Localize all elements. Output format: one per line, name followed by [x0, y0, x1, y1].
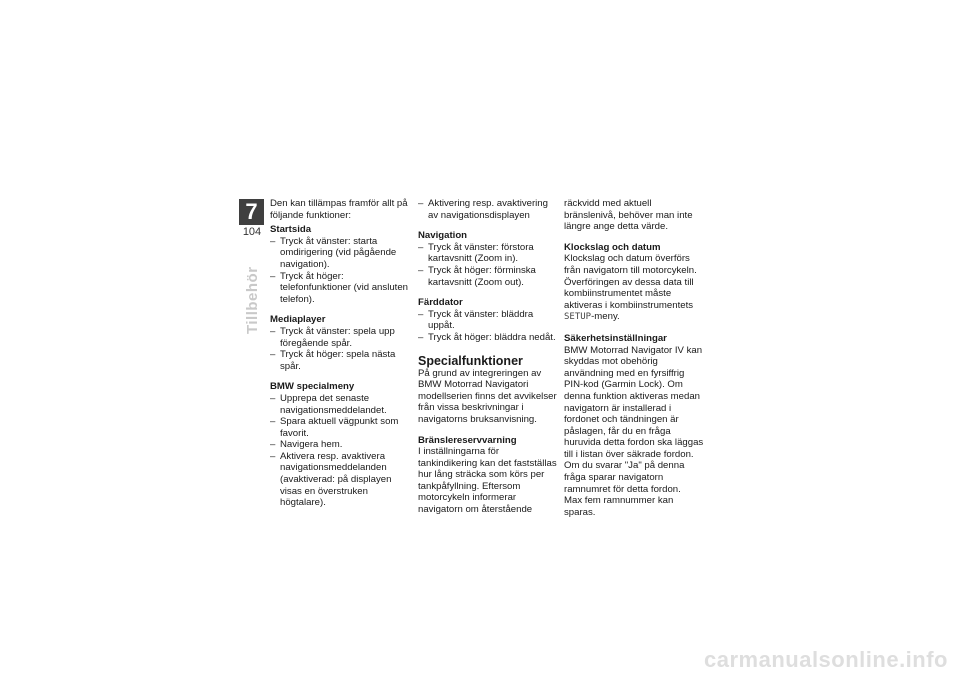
watermark: carmanualsonline.info [704, 647, 948, 672]
list-item: – Tryck åt höger: spela nästa spår. [270, 349, 410, 372]
chapter-number: 7 [239, 199, 264, 225]
section-title: Tillbehör [244, 266, 261, 334]
list-item: – Aktivering resp. avaktivering av navigationsdisplayen [418, 198, 558, 221]
list-item: – Tryck åt vänster: spela upp föregående spår. [270, 326, 410, 349]
heading-sakerhet: Säkerhetsinställningar [564, 332, 667, 344]
heading-specialfunktioner: Specialfunktioner [418, 353, 523, 368]
column-2 [418, 198, 558, 516]
menu-suffix: -meny. [591, 311, 620, 323]
paragraph: Max fem ramnummer kan sparas. [564, 495, 674, 518]
column-3 [564, 198, 704, 518]
list-item: – Tryck åt höger: telefonfunktioner (vid ansluten telefon). [270, 271, 410, 306]
heading-klockslag: Klockslag och datum [564, 241, 661, 253]
list-item: – Tryck åt höger: bläddra nedåt. [418, 332, 558, 344]
list-item: – Navigera hem. [270, 439, 410, 451]
intro-text: Den kan tillämpas framför allt på följande funktioner: [270, 198, 408, 221]
list-item: – Aktivera resp. avaktivera navigationsmeddelanden (avaktiverad: på displayen visas en överstruken högtalare). [270, 451, 410, 509]
paragraph: I inställningarna för tankindikering kan det fastställas hur lång sträcka som körs per tankpåfyllning. Eftersom motorcykeln informerar navigatorn om återstående [418, 446, 557, 516]
heading-navigation: Navigation [418, 230, 468, 242]
paragraph: räckvidd med aktuell bränslenivå, behöver man inte längre ange detta värde. [564, 198, 693, 233]
column-1 [270, 198, 410, 509]
heading-bransle: Bränslereservvarning [418, 434, 517, 446]
page-number: 104 [242, 226, 262, 238]
paragraph: BMW Motorrad Navigator IV kan skyddas mot obehörig användning med en fyrsiffrig PIN-kod (Garmin Lock). Om denna funktion aktiveras medan navigatorn är installerad i fordonet och tändningen är påslagen, får du en fråga huruvida detta fordon ska läggas till i listan över säkrade fordon. Om du svarar "Ja" på denna fråga sparar navigatorn ramnumret för detta fordon. [564, 344, 704, 495]
list-item: – Tryck åt vänster: förstora kartavsnitt (Zoom in). [418, 242, 558, 265]
list-item: – Upprepa det senaste navigationsmeddelandet. [270, 393, 410, 416]
heading-mediaplayer: Mediaplayer [270, 314, 326, 326]
heading-fardator: Färddator [418, 297, 463, 309]
heading-special: BMW specialmeny [270, 381, 355, 393]
heading-startsida: Startsida [270, 224, 312, 236]
setup-menu-label: SETUP [564, 312, 592, 323]
paragraph-text: Klockslag och datum överförs från navigatorn till motorcykeln. Överföringen av dessa data till kombiinstrumentet måste aktiveras i kombiinstrumentets [564, 253, 697, 311]
paragraph: På grund av integreringen av BMW Motorrad Navigatori modellserien finns det avvikelser från vissa beskrivningar i navigatorns bruksanvisning. [418, 367, 557, 425]
list-item: – Tryck åt vänster: starta omdirigering (vid pågående navigation). [270, 236, 410, 271]
list-item: – Tryck åt vänster: bläddra uppåt. [418, 309, 558, 332]
list-item: – Spara aktuell vägpunkt som favorit. [270, 416, 410, 439]
list-item: – Tryck åt höger: förminska kartavsnitt (Zoom out). [418, 265, 558, 288]
paragraph [564, 253, 704, 324]
